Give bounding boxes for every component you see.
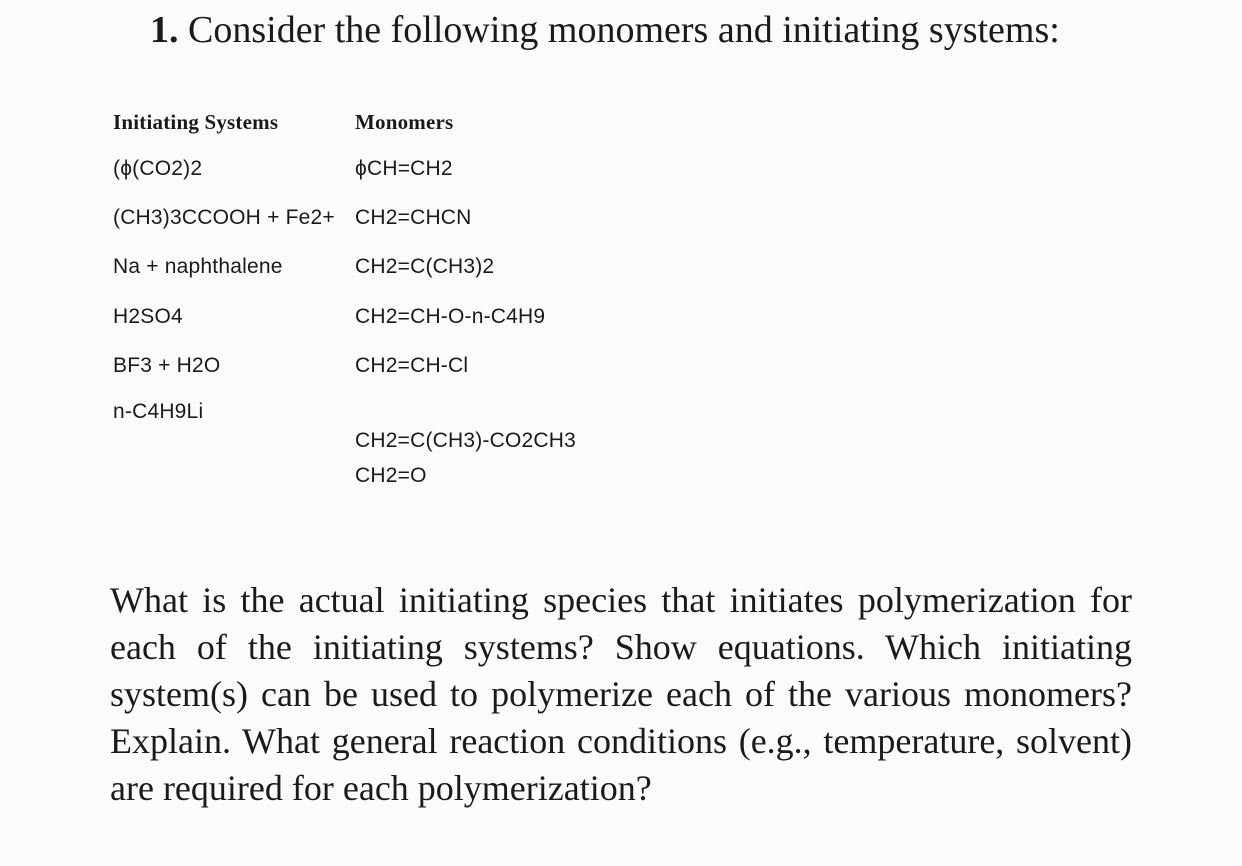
monomer-item: CH2=C(CH3)-CO2CH3 — [355, 429, 577, 452]
monomer-item: CH2=CH-O-n-C4H9 — [355, 305, 546, 328]
header-initiating-systems: Initiating Systems — [113, 110, 279, 134]
initiating-system-item: n-C4H9Li — [113, 400, 204, 423]
initiating-system-item: (CH3)3CCOOH + Fe2+ — [113, 206, 335, 229]
monomer-item: CH2=C(CH3)2 — [355, 255, 495, 278]
cropped-next-line — [110, 858, 1132, 866]
initiating-system-item: Na + naphthalene — [113, 255, 283, 278]
question-body: What is the actual initiating species that initiates polymerization for each of the initiating systems? Show equations. Which initiating system(s) can be used to polymerize each of the various monomers? Explain. What general reaction conditions (e.g., temperature, solvent) are required for each polymerization? — [110, 580, 1132, 808]
header-monomers: Monomers — [355, 110, 454, 134]
monomer-item: CH2=CHCN — [355, 206, 472, 229]
monomer-item: ϕCH=CH2 — [355, 157, 453, 180]
monomer-item: CH2=CH-Cl — [355, 354, 469, 377]
question-heading-text: Consider the following monomers and initiating systems: — [188, 9, 1060, 51]
question-number: 1. — [150, 9, 179, 51]
initiating-system-item: (ϕ(CO2)2 — [113, 157, 203, 180]
initiating-system-item: H2SO4 — [113, 305, 183, 328]
initiating-system-item: BF3 + H2O — [113, 354, 221, 377]
monomer-item: CH2=O — [355, 464, 427, 487]
